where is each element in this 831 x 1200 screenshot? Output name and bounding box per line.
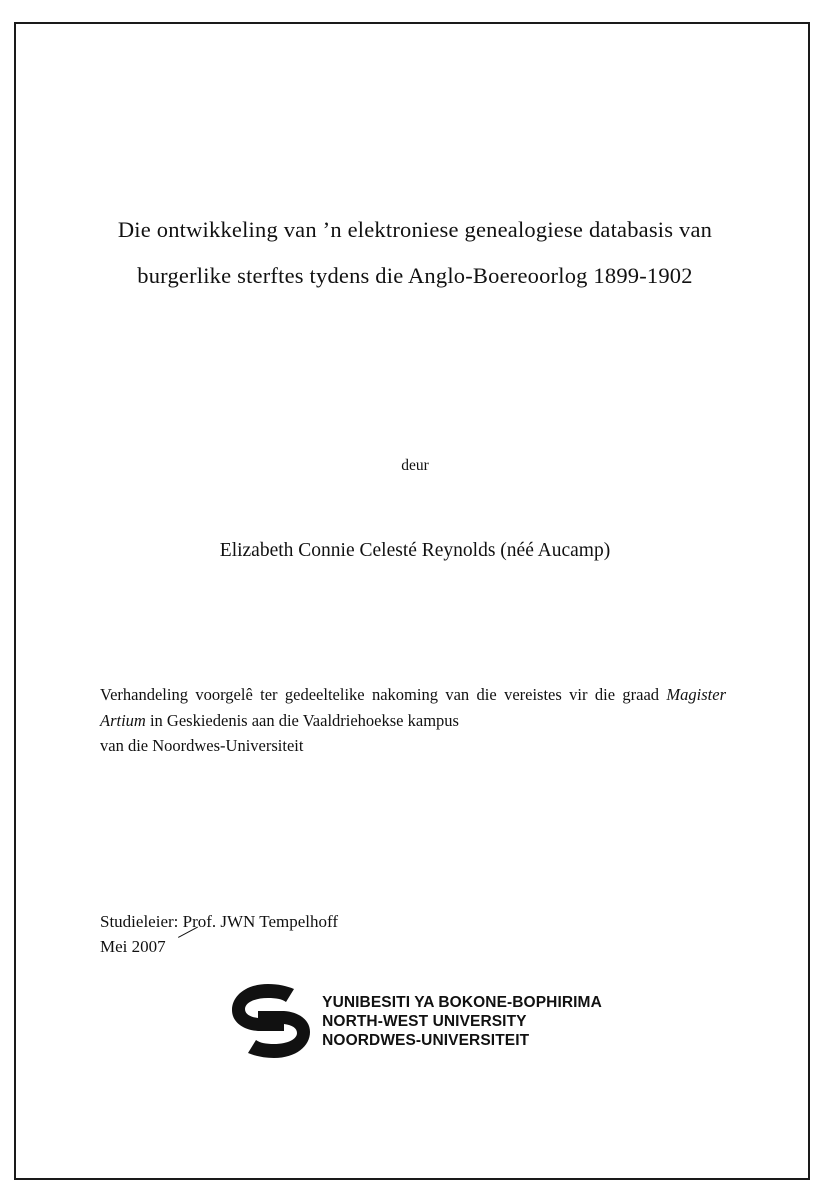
author-name: Elizabeth Connie Celesté Reynolds (néé Aucamp) [219,540,611,561]
statement-part-2: in Geskiedenis aan die Vaaldriehoekse kampus [145,710,459,730]
logo-line-1: YUNIBESITI YA BOKONE-BOPHIRIMA [322,993,602,1011]
supervisor-line: Studieleier: Prof. JWN Tempelhoff [100,912,339,931]
supervisor-and-date [100,909,600,959]
page-content [96,22,734,1180]
university-logo [96,982,734,1060]
degree-statement [100,682,726,759]
logo-line-2: NORTH-WEST UNIVERSITY [322,1012,527,1030]
logo-line-3: NOORDWES-UNIVERSITEIT [322,1031,530,1049]
date-text: Mei 2007 [100,937,166,956]
title-line-2: burgerlike sterftes tydens die Anglo-Boereoorlog 1899-1902 [137,263,693,288]
university-logo-text [322,993,602,1050]
statement-emphasis: Magister Artium [100,685,726,730]
date-line [100,934,600,959]
north-west-university-logo-icon [228,982,314,1060]
page-title [96,207,734,299]
byline-label: deur [401,457,429,474]
title-line-1: Die ontwikkeling van ’n elektroniese genealogiese databasis van [117,217,713,242]
statement-part-1: Verhandeling voorgelê ter gedeeltelike nakoming van die vereistes vir die graad [100,685,667,704]
statement-last-line: van die Noordwes-Universiteit [100,736,304,755]
